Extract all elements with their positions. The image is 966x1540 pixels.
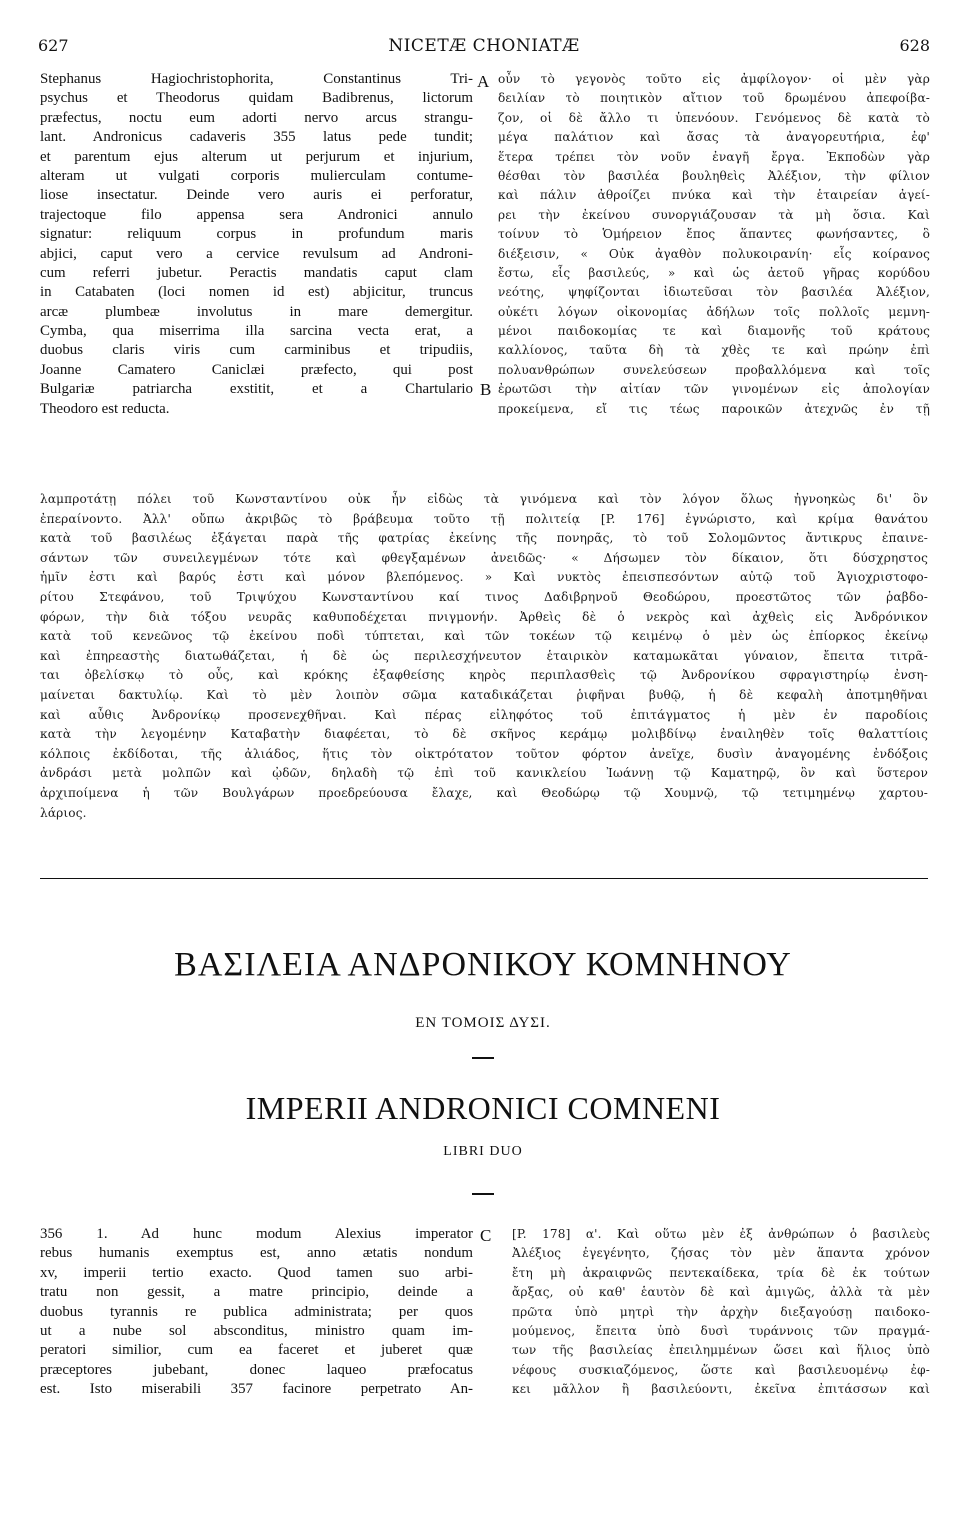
full-width-greek-text xyxy=(40,490,928,823)
text-line: duobus claris viris cum carminibus et tripudiis, xyxy=(40,342,473,359)
text-line: rebus humanis exemptus est, anno ætatis nondum xyxy=(40,1245,473,1262)
text-line: Joanne Camatero Caniclæi præfecto, qui post xyxy=(40,361,473,378)
text-line: κόλποις ἐκδίδοται, τῆς ἀλιάδος, ἥτις τὸν οἰκτρότατον τοῦτον φόρτον ἀνεῖχε, δυσὶν ἀναγομένης ἐνδόξοις xyxy=(40,746,928,761)
text-line: θέσθαι τὸν βασιλέα βουληθεὶς Ἀλέξιον, τὴν φίλιον xyxy=(498,168,930,183)
text-line: κει μᾶλλον ἢ βασιλεύοντι, ἐκεῖνα ἐπιτάσσων καὶ xyxy=(512,1382,930,1397)
text-line: καὶ ἐπηρεαστὴς διατωθάζεται, ἡ δὲ ὡς περιλεσχήνευτον ἑταιρικὸν καταμωκᾶται γύναιον, ἔπειτα τιτρᾶ- xyxy=(40,648,928,663)
text-line: μούμενος, ἔπειτα ὑπὸ δυσὶ τυράννοις τῶν πραγμά- xyxy=(512,1323,930,1338)
heading-dash xyxy=(472,1057,494,1059)
text-line: in Catabaten (loci nomen id est) abjicitur, truncus xyxy=(40,284,473,301)
text-line: ἔτη μὴ ἀκραιφνῶς πεντεκαίδεκα, τρία δὲ ἐκ τούτων xyxy=(512,1265,930,1280)
text-line: καὶ αὖθις Ἀνδρονίκῳ προσενεχθῆναι. Καὶ πέρας εἰληφότος τοῦ ἐπιτάγματος ἡ μὲν ἐν παροδίοις xyxy=(40,707,928,722)
text-line: δειλίαν τὸ ποιητικὸν αἴτιον τοῦ δρωμένου ἀπεφοίβα- xyxy=(498,91,930,106)
page-header xyxy=(38,36,930,62)
text-line: arcæ plumbeæ involutus in mare demergitur. xyxy=(40,303,473,320)
text-line: trajectoque filo appensa sera Andronici annulo xyxy=(40,206,473,223)
text-line: ἕτερα τρέπει τὸν νοῦν ἐναγῆ ἔργα. Ἐκποδὼν γὰρ xyxy=(498,149,930,164)
text-line: κατὰ τὴν λεγομένην Καταβατὴν διαφέεται, τὸ δὲ σκῆνος κεράμῳ μολιβδίνῳ ἐναιληθὲν τοῖς θαλαττίοις xyxy=(40,727,928,742)
text-line: ἐπεραίνοντο. Ἀλλ' οὔπω ἀκριβῶς τὸ βράβευμα τοῦτο τῇ πολιτείᾳ [P. 176] ἐγνώριστο, καὶ κρίμα θανάτου xyxy=(40,511,928,526)
heading-dash xyxy=(472,1193,494,1195)
text-line: ut a nube sol absconditus, ministro quam im- xyxy=(40,1322,473,1339)
text-line: μέγα παλάτιον καὶ ἄσας τὰ ἀναγορευτήρια, ἐφ' xyxy=(498,130,930,145)
text-line: psychus et Theodorus quidam Badibrenus, lictorum xyxy=(40,90,473,107)
text-line: σάντων τῶν συνειλεγμένων τότε καὶ φθεγξαμένων ἀνειδῶς· « Δήσωμεν τὸν δίκαιον, ὅτι δύσχρηστος xyxy=(40,550,928,565)
text-line: καλλίονος, ταῦτα δὴ τὰ χθὲς τε καὶ πρώην ἐπὶ xyxy=(498,343,930,358)
latin-book-subtitle: LIBRI DUO xyxy=(443,1144,523,1159)
column-marker-b: B xyxy=(480,380,492,399)
text-line: ἡμῖν ἐστι καὶ βαρύς ἐστι καὶ μόνον βλεπόμενος. » Καὶ νυκτὸς ἐπεισπεσόντων αὐτῷ τοῦ Ἁγιοχριστοφο- xyxy=(40,570,928,585)
text-line: μαίνεται δακτυλίῳ. Καὶ τὸ μὲν λοιπὸν σῶμα καταδικάζεται ῥιφῆναι βυθῷ, ἡ δὲ κεφαλὴ ἀποτμηθῆναι xyxy=(40,687,928,702)
text-line: ρει τὴν ἐκείνου συνοργιάζουσαν τὰ μὴ ὅσια. Καὶ xyxy=(498,207,930,222)
text-line: peratori similior, cum ea faceret et juberet quæ xyxy=(40,1342,473,1359)
text-line: abjici, caput vero a cervice revulsum ad Androni- xyxy=(40,245,473,262)
text-line: ται ὀβελίσκῳ τὸ οὖς, καὶ κρόκης ἐξαφθείσης κηρὸς περιπλασθεὶς τῷ Ἀνδρονίκου σφραγιστηρίῳ ἐνση- xyxy=(40,668,928,683)
text-line: φόρων, τὴν διὰ τόξου νευρᾶς καθυποδέχεται πνιγμονήν. Ἀρθεὶς δὲ ὁ νεκρὸς καὶ ἀχθεὶς εἰς Ἀνδρόνικον xyxy=(40,609,928,624)
text-line: κατὰ τοῦ βασιλέως ἐξάγεται παρὰ τῆς φατρίας ἐκείνης τῆς πονηρᾶς, τὸ τοῦ Σολομῶντος ἄντικρυς ἐπαινε- xyxy=(40,531,928,546)
text-line: ἐρωτῶσι τὴν αἰτίαν τῶν γινομένων εἰς ἀπολογίαν xyxy=(498,382,930,397)
text-line: νεότης, ψηφίζονται ἰδιωτεῦσαι τὸν βασιλέα Ἀλέξιον, xyxy=(498,285,930,300)
text-line: Stephanus Hagiochristophorita, Constantinus Tri- xyxy=(40,71,473,87)
text-line: duobus tyrannis re publica administrata; per quos xyxy=(40,1303,473,1320)
text-line: et parentum ejus alterum ut perjurum et injurium, xyxy=(40,148,473,165)
text-line: lant. Andronicus cadaveris 355 latus pede tundit; xyxy=(40,129,473,146)
bottom-latin-column xyxy=(40,1225,473,1400)
text-line: οὖν τὸ γεγονὸς τοῦτο εἰς ἀμφίλογον· οἱ μὲν γὰρ xyxy=(498,72,930,86)
column-marker-c: C xyxy=(480,1226,492,1245)
text-line: νέφους συσκιαζόμενος, ὥστε καὶ βασιλευομένῳ ἐφ- xyxy=(512,1362,930,1377)
text-line: πολυανθρώπων συνελεύσεων προβαλλόμενα καὶ τοῖς xyxy=(498,362,930,377)
text-line: [P. 178] α'. Καὶ οὕτω μὲν ἐξ ἀνθρώπων ὁ βασιλεὺς xyxy=(512,1227,930,1241)
text-line: των τῆς βασιλείας ἐπειλημμένων ὥσει καὶ ἥλιος ὑπὸ xyxy=(512,1343,930,1358)
text-line: Cymba, qua miserrima illa sarcina vecta erat, a xyxy=(40,323,473,340)
text-line: πρῶτα ὑπὸ μητρὶ τὴν ἀρχὴν διεξαγούσῃ παιδοκο- xyxy=(512,1304,930,1319)
latin-book-title: IMPERII ANDRONICI COMNENI xyxy=(245,1090,721,1126)
text-line: signatur: reliquum corpus in profundum maris xyxy=(40,226,473,243)
bottom-greek-column xyxy=(512,1225,930,1400)
column-marker-a: A xyxy=(477,72,490,91)
text-line: διέξεισιν, « Οὐκ ἀγαθὸν πολυκοιρανίη· εἷς κοίρανος xyxy=(498,246,930,261)
text-line: tratu non gessit, a matre principio, deinde a xyxy=(40,1284,473,1301)
text-line: καὶ πάλιν ἀθροίζει πνύκα καὶ τὴν ἑταιρείαν ἀγεί- xyxy=(498,188,930,203)
text-line: τοίνυν τὸ Ὁμήρειον ἔπος ἅπαντες φωνήσαντες, ὃ xyxy=(498,227,930,242)
text-line: est. Isto miserabili 357 facinore perpetrato An- xyxy=(40,1381,473,1398)
text-line: liose insectatur. Deinde vero auris ei perforatur, xyxy=(40,187,473,204)
text-line: κατὰ τοῦ κενεῶνος τῷ ἐκείνου ποδὶ τύπτεται, καὶ τῶν τοκέων τῷ κειμένῳ ὁ μὲν ὡς ἐπίορκος ἐκείνῳ xyxy=(40,629,928,644)
text-line: 356 1. Ad hunc modum Alexius imperator xyxy=(40,1226,473,1242)
text-line: μένοι παιδοκομίας τε καὶ διαμονῆς τοῦ κράτους xyxy=(498,324,930,339)
page-number-left: 627 xyxy=(38,36,69,55)
text-line: ἄρξας, οὐ καθ' ἑαυτὸν δὲ καὶ ἀμιγῶς, ἀλλὰ τὰ μὲν xyxy=(512,1285,930,1300)
text-line: ζον, οἱ δὲ ἄλλο τι ὑπενόουν. Γενόμενος δὲ κατὰ τὸ xyxy=(498,110,930,125)
text-line: οὐκέτι λόγων οἰκονομίας ἀδήλων τοῖς πολλοῖς μεμνη- xyxy=(498,304,930,319)
text-line: xv, imperii tertio exacto. Quod tamen suo arbi- xyxy=(40,1264,473,1281)
text-line: Theodoro est reducta. xyxy=(40,400,170,417)
text-line: ἀρχιποίμενα ἡ τῶν Βουλγάρων προεδρεύουσα ἔλαχε, καὶ Θεοδώρῳ τῷ Χουμνῷ, τῷ τετιμημένῳ χαρτου- xyxy=(40,785,928,800)
text-line: Bulgariæ patriarcha exstitit, et a Chartulario xyxy=(40,381,473,398)
top-greek-column xyxy=(498,70,930,419)
page-number-right: 628 xyxy=(899,36,930,55)
section-rule xyxy=(40,878,928,879)
greek-book-subtitle: ΕΝ ΤΟΜΟΙΣ ΔΥΣΙ. xyxy=(415,1015,551,1031)
text-line: προκείμενα, εἴ τις τέως παροικῶν ἀτεχνῶς ἐν τῇ xyxy=(498,401,930,416)
greek-book-title: ΒΑΣΙΛΕΙΑ ΑΝΔΡΟΝΙΚΟΥ ΚΟΜΝΗΝΟΥ xyxy=(174,946,792,983)
text-line: præfectus, noctu eum adorti nervo arcus strangu- xyxy=(40,109,473,126)
text-line: ρίτου Στεφάνου, τοῦ Τριψύχου Κωνσταντίνου καί τινος Δαδιβρηνοῦ Θεοδώρου, προεστῶτος τῶν ῥαβδο- xyxy=(40,589,928,604)
text-line: Ἀλέξιος ἐγεγένητο, ζήσας τὸν μὲν ἅπαντα χρόνον xyxy=(512,1246,930,1261)
text-line: ἔστω, εἷς βασιλεύς, » καὶ ὡς ἀετοῦ γῆρας κορύδου xyxy=(498,265,930,280)
text-line: alteram ut vulgati corporis mulierculam contume- xyxy=(40,167,473,184)
text-line: ἀνδράσι μετὰ μολπῶν καὶ ᾠδῶν, δηλαδὴ τῷ ἐπὶ τοῦ κανικλείου Ἰωάννῃ τῷ Καματηρῷ, ὃν καὶ ὕστερον xyxy=(40,766,928,781)
running-title: NICETÆ CHONIATÆ xyxy=(388,36,580,56)
text-line: præceptores jubebant, donec laqueo præfocatus xyxy=(40,1361,473,1378)
top-latin-column xyxy=(40,70,473,419)
text-line: λάριος. xyxy=(40,805,87,820)
text-line: cum referri jubetur. Peractis mandatis caput clam xyxy=(40,264,473,281)
text-line: λαμπροτάτῃ πόλει τοῦ Κωνσταντίνου οὐκ ἦν εἰδὼς τὰ γινόμενα καὶ τὸν λόγον ὅλως ἠγνοηκὼς δι' ὃν xyxy=(40,492,928,506)
